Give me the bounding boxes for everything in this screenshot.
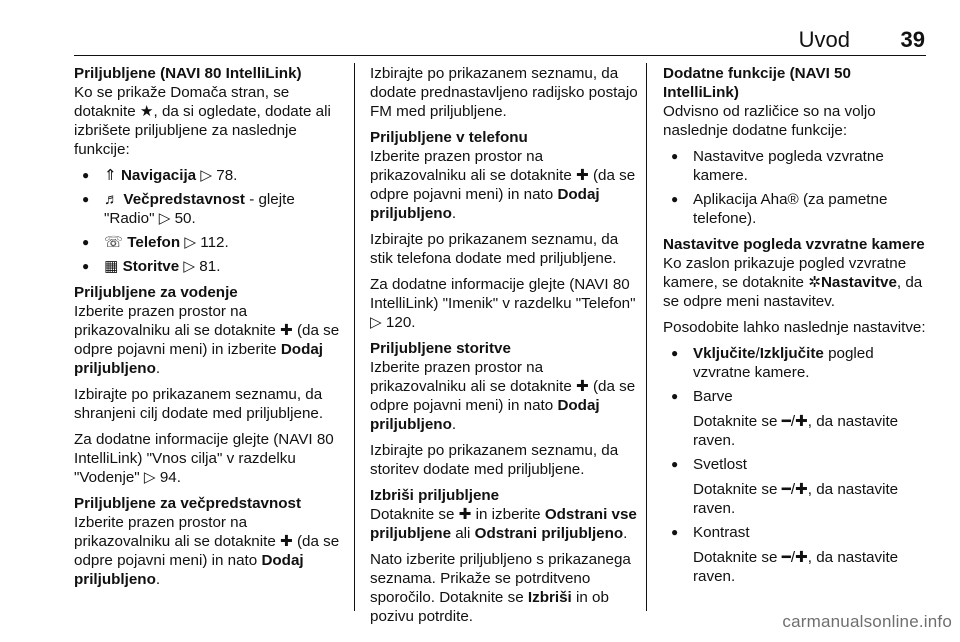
plus-icon: ✚ (795, 413, 808, 430)
page-ref-icon: ▷ (158, 210, 171, 227)
page-ref-icon: ▷ (143, 469, 156, 486)
section-heading: Izbriši priljubljene (370, 487, 500, 504)
section-favourites-navi80: Priljubljene (NAVI 80 IntelliLink) Ko se prikaže Domača stran, se dotaknite ★, da si ogledate, dodate ali izbrišete priljubljene za naslednje funkcije: (74, 64, 342, 159)
page-ref-icon: ▷ (200, 167, 213, 184)
plus-icon: ✚ (280, 322, 293, 339)
header-rule (74, 55, 926, 56)
list-item: ● Vključite/Izključite pogled vzvratne kamere. (663, 344, 931, 382)
running-head-title: Uvod (798, 27, 850, 52)
page-ref-icon: ▷ (183, 258, 196, 275)
list-item: ● ☏ Telefon ▷ 112. (74, 233, 342, 252)
column-1 (74, 64, 342, 596)
list-item: ● ▦ Storitve ▷ 81. (74, 257, 342, 276)
section-rear-camera-settings: Nastavitve pogleda vzvratne kamere Ko zaslon prikazuje pogled vzvratne kamere, se dotaknite ✲Nastavitve, da se odpre meni nastavitev. (663, 235, 931, 311)
minus-icon: ━ (781, 413, 791, 430)
phone-icon: ☏ (104, 234, 123, 251)
plus-icon: ✚ (576, 167, 589, 184)
gear-icon: ✲ (808, 274, 821, 291)
media-icon: ♬ (104, 191, 120, 208)
paragraph: Izbirajte po prikazanem seznamu, da dodate prednastavljeno radijsko postajo FM med priljubljene. (370, 65, 638, 120)
star-icon: ★ (139, 103, 154, 120)
column-divider-2 (646, 63, 647, 611)
section-heading: Priljubljene storitve (370, 340, 511, 357)
paragraph: Posodobite lahko naslednje nastavitve: (663, 319, 926, 336)
plus-icon: ✚ (795, 481, 808, 498)
minus-icon: ━ (781, 549, 791, 566)
plus-icon: ✚ (795, 549, 808, 566)
list-item: ● ♬ Večpredstavnost - glejte "Radio" ▷ 50. (74, 190, 342, 228)
section-media-favourites: Priljubljene za večpredstavnost Izberite prazen prostor na prikazovalniku ali se dotaknite ✚ (da se odpre pojavni meni) in nato Dodaj priljubljeno. (74, 494, 342, 589)
column-divider-1 (354, 63, 355, 611)
section-heading: Dodatne funkcije (NAVI 50 IntelliLink) (663, 65, 851, 101)
page-ref-icon: ▷ (370, 314, 382, 331)
list-item: ● Aplikacija Aha® (za pametne telefone). (663, 190, 931, 228)
paragraph: Za dodatne informacije glejte (NAVI 80 IntelliLink) "Vnos cilja" v razdelku "Vodenje" ▷ 94. (74, 431, 334, 486)
section-heading: Priljubljene v telefonu (370, 129, 528, 146)
section-heading: Priljubljene (NAVI 80 IntelliLink) (74, 65, 302, 82)
list-item: ● Barve Dotaknite se ━/✚, da nastavite raven. (663, 387, 931, 450)
column-2 (370, 64, 638, 633)
paragraph: Za dodatne informacije glejte (NAVI 80 IntelliLink) "Imenik" v razdelku "Telefon" ▷ 120. (370, 276, 636, 331)
section-delete-favourites: Izbriši priljubljene Dotaknite se ✚ in izberite Odstrani vse priljubljene ali Odstrani priljubljeno. (370, 487, 637, 542)
list-item: ● Svetlost Dotaknite se ━/✚, da nastavite raven. (663, 455, 931, 518)
camera-settings-list (663, 344, 931, 586)
paragraph: Izbirajte po prikazanem seznamu, da storitev dodate med priljubljene. (370, 442, 619, 478)
plus-icon: ✚ (458, 506, 472, 523)
watermark: carmanualsonline.info (782, 612, 952, 631)
section-additional-functions: Dodatne funkcije (NAVI 50 IntelliLink) Odvisno od različice so na voljo naslednje dodatne funkcije: (663, 64, 931, 140)
additional-functions-list (663, 147, 931, 228)
list-item: ● Kontrast Dotaknite se ━/✚, da nastavite raven. (663, 523, 931, 586)
section-phone-favourites: Priljubljene v telefonu Izberite prazen prostor na prikazovalniku ali se dotaknite ✚ (da se odpre pojavni meni) in nato Dodaj priljubljeno. (370, 128, 638, 223)
services-icon: ▦ (104, 258, 119, 275)
section-heading: Priljubljene za večpredstavnost (74, 495, 302, 512)
list-item: ● ⇑ Navigacija ▷ 78. (74, 166, 342, 185)
minus-icon: ━ (781, 481, 791, 498)
navigation-icon: ⇑ (104, 167, 117, 184)
section-service-favourites: Priljubljene storitve Izberite prazen prostor na prikazovalniku ali se dotaknite ✚ (da se odpre pojavni meni) in nato Dodaj priljubljeno. (370, 339, 638, 434)
paragraph: Nato izberite priljubljeno s prikazanega seznama. Prikaže se potrditveno sporočilo. Dotaknite se Izbriši in ob pozivu potrdite. (370, 551, 631, 625)
favourites-function-list (74, 166, 342, 276)
plus-icon: ✚ (576, 378, 589, 395)
paragraph: Izbirajte po prikazanem seznamu, da stik telefona dodate med priljubljene. (370, 231, 619, 267)
list-item: ● Nastavitve pogleda vzvratne kamere. (663, 147, 931, 185)
page-ref-icon: ▷ (184, 234, 197, 251)
plus-icon: ✚ (280, 533, 293, 550)
paragraph: Izbirajte po prikazanem seznamu, da shranjeni cilj dodate med priljubljene. (74, 386, 324, 422)
section-heading: Priljubljene za vodenje (74, 284, 238, 301)
column-3 (663, 64, 931, 593)
section-heading: Nastavitve pogleda vzvratne kamere (663, 236, 925, 253)
section-navigation-favourites: Priljubljene za vodenje Izberite prazen prostor na prikazovalniku ali se dotaknite ✚ (da se odpre pojavni meni) in izberite Dodaj priljubljeno. (74, 283, 342, 378)
page-number: 39 (900, 27, 925, 52)
